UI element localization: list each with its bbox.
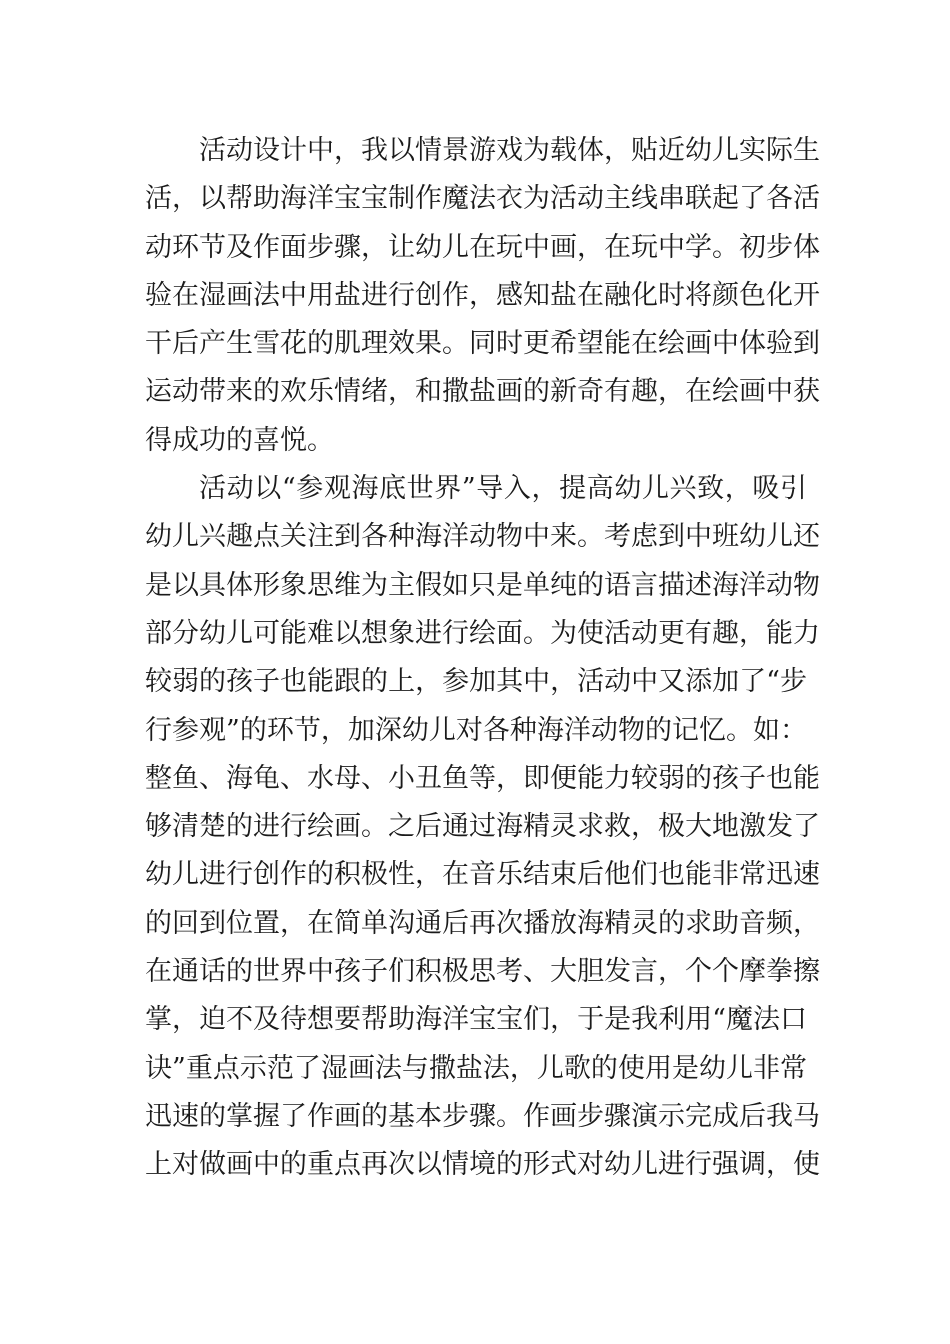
paragraph-1-line-7: 得成功的喜悦。 (145, 424, 334, 456)
paragraph-2-line-13: 诀”重点示范了湿画法与撒盐法，儿歌的使用是幼儿非常 (145, 1052, 807, 1084)
paragraph-2-line-4: 部分幼儿可能难以想象进行绘面。为使活动更有趣，能力 (145, 617, 820, 649)
paragraph-2-line-10: 的回到位置，在简单沟通后再次播放海精灵的求助音频， (145, 907, 820, 939)
paragraph-2-line-5: 较弱的孩子也能跟的上，参加其中，活动中又添加了“步 (145, 666, 807, 698)
paragraph-2-line-6: 行参观”的环节，加深幼儿对各种海洋动物的记忆。如： (145, 714, 807, 746)
paragraph-2-line-8: 够清楚的进行绘画。之后通过海精灵求救，极大地激发了 (145, 811, 820, 843)
paragraph-2-line-14: 迅速的掌握了作画的基本步骤。作画步骤演示完成后我马 (145, 1100, 820, 1132)
paragraph-1-line-4: 验在湿画法中用盐进行创作，感知盐在融化时将颜色化开 (145, 279, 820, 311)
document-body (145, 127, 820, 1190)
paragraph-2-line-9: 幼儿进行创作的积极性，在音乐结束后他们也能非常迅速 (145, 859, 820, 891)
paragraph-1-line-2: 活，以帮助海洋宝宝制作魔法衣为活动主线串联起了各活 (145, 183, 820, 215)
paragraph-1-line-3: 动环节及作面步骤，让幼儿在玩中画，在玩中学。初步体 (145, 231, 820, 263)
paragraph-2-line-11: 在通话的世界中孩子们积极思考、大胆发言，个个摩拳擦 (145, 956, 820, 988)
paragraph-1-line-5: 干后产生雪花的肌理效果。同时更希望能在绘画中体验到 (145, 328, 820, 360)
paragraph-2-line-12: 掌，迫不及待想要帮助海洋宝宝们，于是我利用“魔法口 (145, 1004, 807, 1036)
paragraph-1-line-6: 运动带来的欢乐情绪，和撒盐画的新奇有趣，在绘画中获 (145, 376, 820, 408)
paragraph-2-line-2: 幼儿兴趣点关注到各种海洋动物中来。考虑到中班幼儿还 (145, 521, 820, 553)
paragraph-2-line-15: 上对做画中的重点再次以情境的形式对幼儿进行强调，使 (145, 1149, 820, 1181)
paragraph-2-line-3: 是以具体形象思维为主假如只是单纯的语言描述海洋动物 (145, 569, 820, 601)
paragraph-2-line-1: 活动以“参观海底世界”导入，提高幼儿兴致，吸引 (199, 473, 807, 505)
paragraph-1-line-1: 活动设计中，我以情景游戏为载体，贴近幼儿实际生 (199, 135, 820, 166)
paragraph-2-line-7: 整鱼、海龟、水母、小丑鱼等，即便能力较弱的孩子也能 (145, 762, 820, 794)
